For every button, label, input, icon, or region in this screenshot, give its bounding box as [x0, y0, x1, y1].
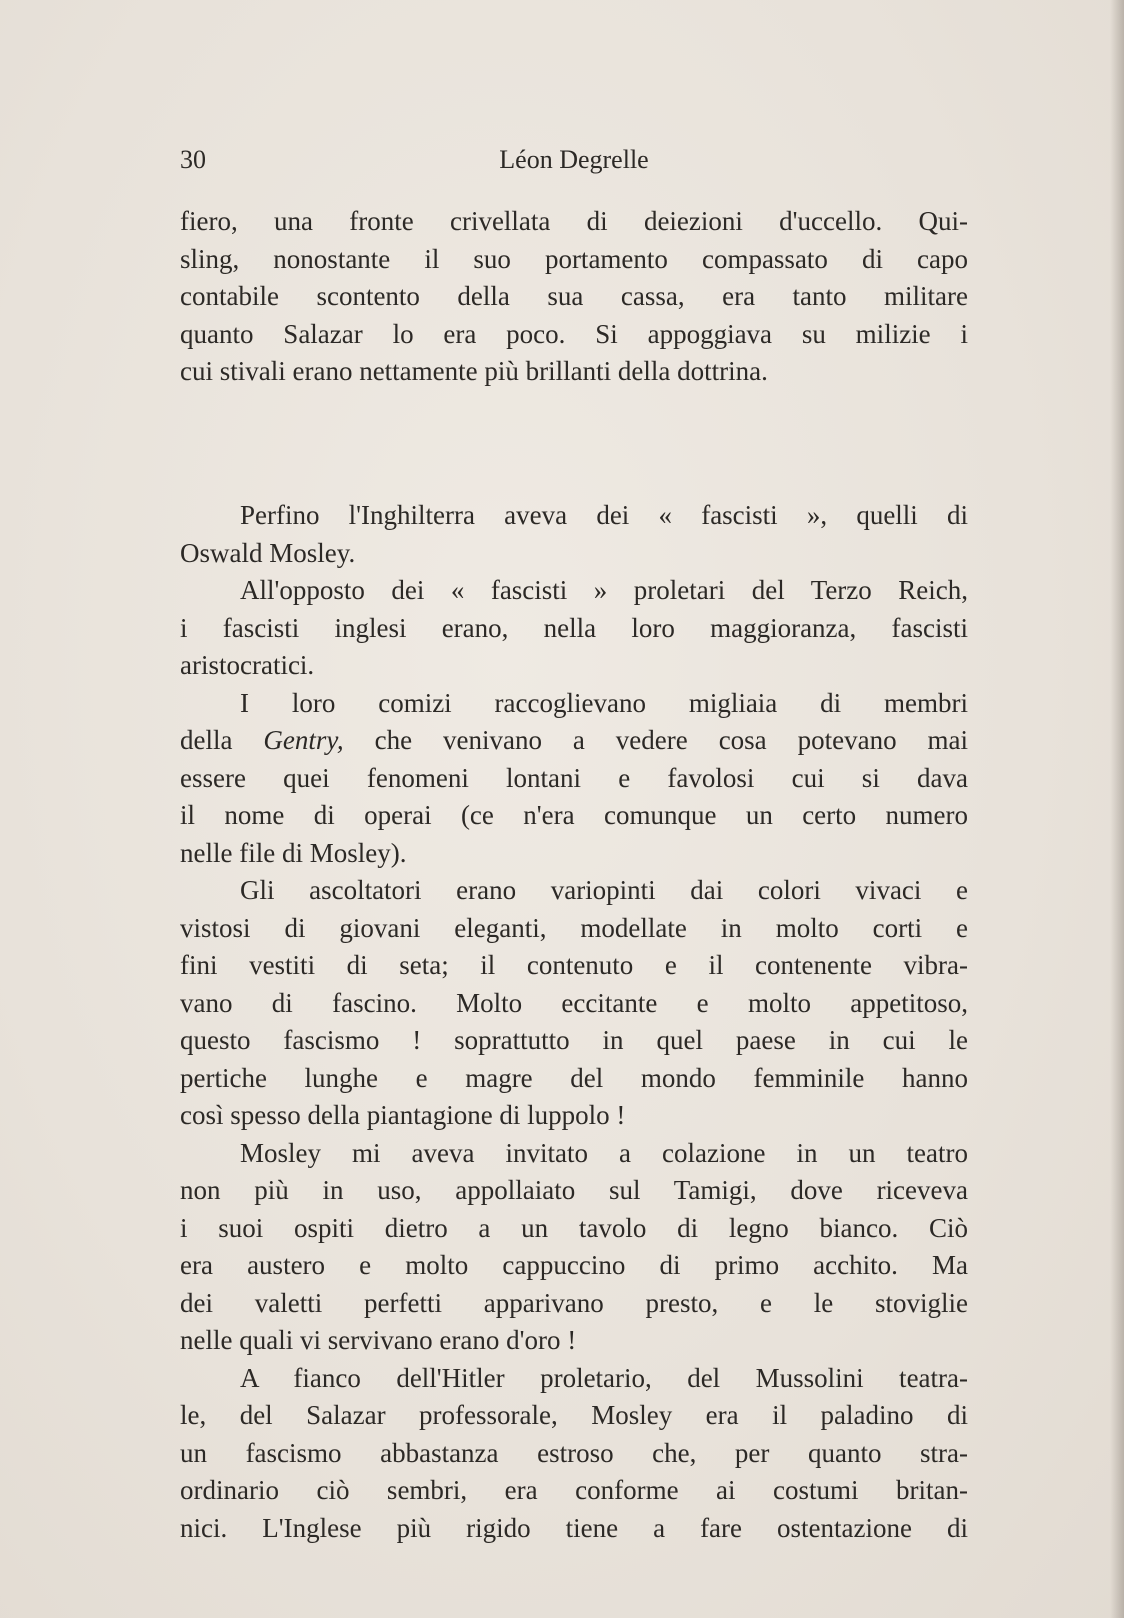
text-line: fiero, una fronte crivellata di deiezioni d'uccello. Qui- — [180, 206, 968, 236]
text-run: che venivano a vedere cosa potevano mai — [343, 725, 968, 755]
text-line: era austero e molto cappuccino di primo acchito. Ma — [180, 1250, 968, 1280]
text-line: contabile scontento della sua cassa, era tanto militare — [180, 281, 968, 311]
text-line: Oswald Mosley. — [180, 537, 356, 568]
text-line: i suoi ospiti dietro a un tavolo di legno bianco. Ciò — [180, 1212, 968, 1243]
paragraph-first-line: Mosley mi aveva invitato a colazione in un teatro — [240, 1137, 968, 1168]
text-line: quanto Salazar lo era poco. Si appoggiava su milizie i — [180, 318, 968, 349]
page-number: 30 — [180, 145, 206, 174]
text-line: sling, nonostante il suo portamento compassato di capo — [180, 243, 968, 274]
text-line: questo fascismo ! soprattutto in quel paese in cui le — [180, 1025, 968, 1055]
text-line: ordinario ciò sembri, era conforme ai costumi britan- — [180, 1475, 968, 1505]
text-line: vistosi di giovani eleganti, modellate in molto corti e — [180, 912, 968, 943]
italic-term: Gentry, — [263, 725, 344, 755]
text-line: non più in uso, appollaiato sul Tamigi, dove riceveva — [180, 1175, 968, 1205]
text-line: nelle quali vi servivano erano d'oro ! — [180, 1325, 577, 1355]
paragraph-first-line: All'opposto dei « fascisti » proletari del Terzo Reich, — [240, 575, 968, 605]
paragraph-continuation — [180, 203, 968, 391]
paragraph-first-line: Perfino l'Inghilterra aveva dei « fascisti », quelli di — [240, 500, 968, 530]
paragraph-first-line: I loro comizi raccoglievano migliaia di membri — [240, 687, 968, 718]
text-line: un fascismo abbastanza estroso che, per quanto stra- — [180, 1437, 968, 1468]
page-edge-shadow — [1110, 0, 1124, 1618]
text-line: cui stivali erano nettamente più brillanti della dottrina. — [180, 356, 768, 386]
text-line: le, del Salazar professorale, Mosley era il paladino di — [180, 1400, 968, 1430]
text-line: così spesso della piantagione di luppolo ! — [180, 1100, 626, 1130]
text-line: il nome di operai (ce n'era comunque un certo numero — [180, 800, 968, 830]
text-line: fini vestiti di seta; il contenuto e il contenente vibra- — [180, 950, 968, 980]
text-line: aristocratici. — [180, 650, 315, 680]
paragraph-first-line: Gli ascoltatori erano variopinti dai colori vivaci e — [240, 875, 968, 905]
text-line — [180, 722, 968, 760]
text-line: nici. L'Inglese più rigido tiene a fare ostentazione di — [180, 1512, 968, 1543]
paragraph-first-line: A fianco dell'Hitler proletario, del Mussolini teatra- — [240, 1362, 968, 1393]
running-title: Léon Degrelle — [499, 145, 649, 174]
text-line: pertiche lunghe e magre del mondo femminile hanno — [180, 1062, 968, 1093]
text-body — [180, 497, 968, 1547]
text-line: vano di fascino. Molto eccitante e molto appetitoso, — [180, 987, 968, 1018]
text-line: nelle file di Mosley). — [180, 837, 407, 868]
text-run: della — [180, 725, 264, 755]
text-line: dei valetti perfetti apparivano presto, e le stoviglie — [180, 1287, 968, 1318]
page-header — [180, 140, 968, 180]
text-line: i fascisti inglesi erano, nella loro maggioranza, fascisti — [180, 612, 968, 643]
text-line: essere quei fenomeni lontani e favolosi cui si dava — [180, 762, 968, 793]
